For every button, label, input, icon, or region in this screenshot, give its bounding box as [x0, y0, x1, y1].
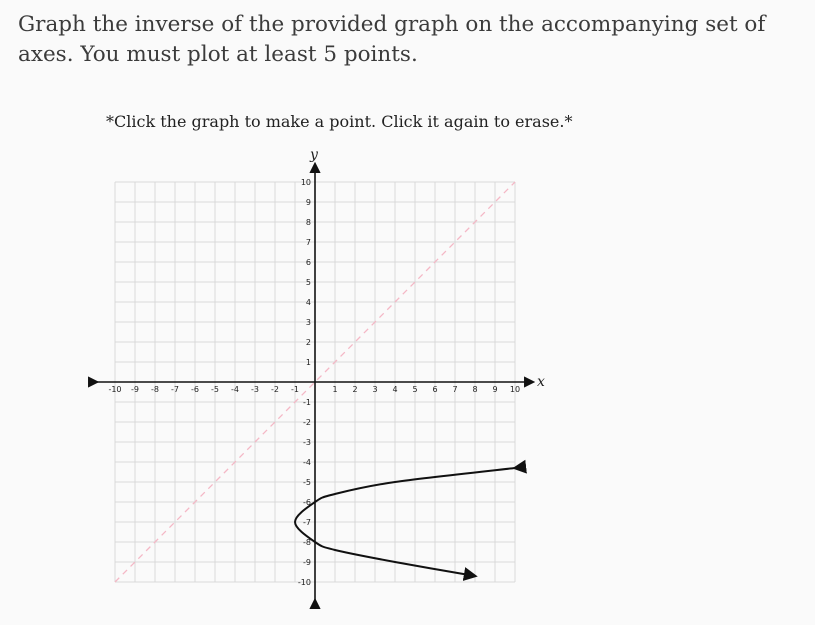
y-tick-label: -10: [297, 578, 311, 587]
x-tick-label: -10: [108, 385, 122, 394]
x-tick-label: -9: [131, 385, 139, 394]
x-tick-label: -5: [211, 385, 219, 394]
y-tick-label: 7: [305, 238, 311, 247]
x-tick-label: 2: [352, 385, 358, 394]
y-tick-label: 1: [305, 358, 311, 367]
y-tick-label: 4: [305, 298, 311, 307]
x-tick-label: -4: [231, 385, 239, 394]
x-tick-label: 3: [372, 385, 378, 394]
y-tick-label: 5: [305, 278, 311, 287]
question-text: Graph the inverse of the provided graph on the accompanying set of axes. You must plot at least 5 points.: [18, 12, 766, 67]
x-tick-label: 4: [392, 385, 398, 394]
x-tick-label: 8: [472, 385, 478, 394]
x-tick-label: -7: [171, 385, 179, 394]
y-tick-label: 2: [305, 338, 311, 347]
y-tick-label: -6: [303, 498, 311, 507]
x-axis-label: x: [537, 374, 545, 390]
x-tick-label: -2: [271, 385, 279, 394]
x-tick-label: -3: [251, 385, 259, 394]
y-axis-label: y: [310, 147, 318, 163]
y-tick-label: 10: [300, 178, 311, 187]
y-tick-label: 9: [305, 198, 311, 207]
y-tick-label: 3: [305, 318, 311, 327]
y-tick-label: -2: [303, 418, 311, 427]
y-tick-label: -9: [303, 558, 311, 567]
x-tick-label: 9: [492, 385, 498, 394]
y-tick-label: -1: [303, 398, 311, 407]
x-tick-label: 7: [452, 385, 458, 394]
x-tick-label: -6: [191, 385, 199, 394]
x-tick-label: -8: [151, 385, 159, 394]
y-tick-label: -4: [303, 458, 311, 467]
x-tick-label: 5: [412, 385, 418, 394]
y-tick-label: -7: [303, 518, 311, 527]
y-tick-label: -8: [303, 538, 311, 547]
x-tick-label: -1: [291, 385, 299, 394]
y-tick-label: 8: [305, 218, 311, 227]
x-tick-label: 10: [509, 385, 521, 394]
y-tick-label: 6: [305, 258, 311, 267]
y-tick-label: -3: [303, 438, 311, 447]
x-tick-label: 1: [332, 385, 338, 394]
graph-instruction: *Click the graph to make a point. Click it again to erase.*: [106, 112, 573, 131]
y-tick-label: -5: [303, 478, 311, 487]
x-tick-label: 6: [432, 385, 438, 394]
